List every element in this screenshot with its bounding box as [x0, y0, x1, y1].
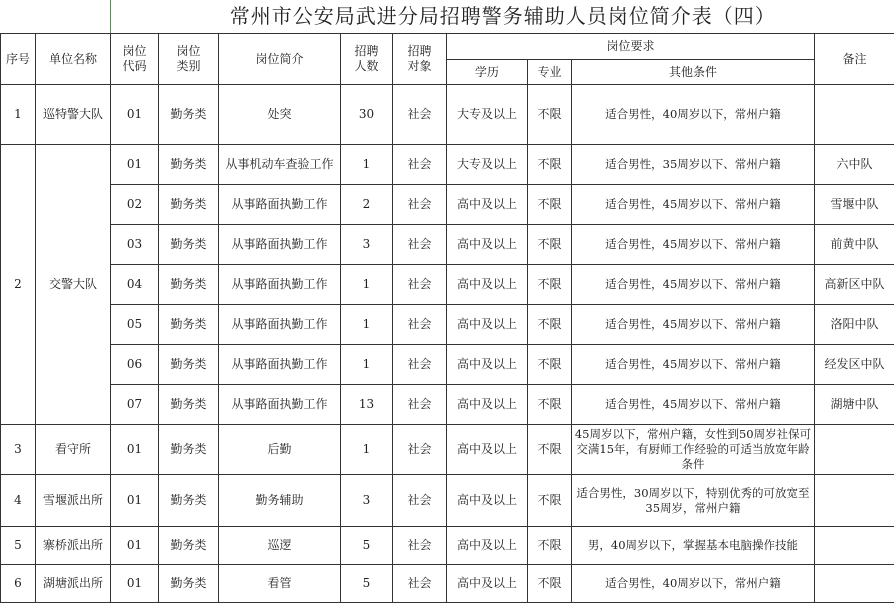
cell-category: 勤务类 [159, 85, 219, 145]
cell-major: 不限 [528, 225, 572, 265]
cell-intro: 从事路面执勤工作 [219, 385, 341, 425]
cell-remark [815, 475, 894, 527]
header-other: 其他条件 [572, 60, 815, 85]
cell-major: 不限 [528, 475, 572, 527]
cell-major: 不限 [528, 425, 572, 475]
header-education: 学历 [447, 60, 528, 85]
table-row [1, 475, 894, 527]
header-unit: 单位名称 [36, 34, 111, 85]
cell-unit: 雪堰派出所 [36, 475, 111, 527]
cell-unit: 湖塘派出所 [36, 565, 111, 603]
cell-major: 不限 [528, 85, 572, 145]
header-requirements: 岗位要求 [447, 34, 815, 60]
cell-remark: 前黄中队 [815, 225, 894, 265]
cell-education: 高中及以上 [447, 425, 528, 475]
cell-count: 3 [341, 475, 393, 527]
cell-education: 高中及以上 [447, 225, 528, 265]
cell-category: 勤务类 [159, 527, 219, 565]
cell-remark [815, 425, 894, 475]
cell-other: 适合男性，45周岁以下、常州户籍 [572, 225, 815, 265]
cell-other: 适合男性，35周岁以下、常州户籍 [572, 145, 815, 185]
table-row [1, 527, 894, 565]
cell-target: 社会 [393, 385, 447, 425]
cell-education: 高中及以上 [447, 305, 528, 345]
table-row [1, 565, 894, 603]
cell-category: 勤务类 [159, 305, 219, 345]
cell-remark: 湖塘中队 [815, 385, 894, 425]
cell-seq: 4 [1, 475, 36, 527]
cell-category: 勤务类 [159, 265, 219, 305]
cell-code: 01 [111, 145, 159, 185]
cell-seq: 2 [1, 145, 36, 425]
cell-education: 高中及以上 [447, 185, 528, 225]
cell-count: 5 [341, 565, 393, 603]
cell-target: 社会 [393, 565, 447, 603]
cell-education: 高中及以上 [447, 475, 528, 527]
cell-code: 04 [111, 265, 159, 305]
cell-other: 适合男性，45周岁以下、常州户籍 [572, 265, 815, 305]
header-target: 招聘 对象 [393, 34, 447, 85]
cell-category: 勤务类 [159, 385, 219, 425]
cell-target: 社会 [393, 475, 447, 527]
cell-seq: 3 [1, 425, 36, 475]
cell-count: 1 [341, 265, 393, 305]
cell-remark: 六中队 [815, 145, 894, 185]
table-row [1, 425, 894, 475]
cell-code: 03 [111, 225, 159, 265]
table-row [1, 225, 894, 265]
cell-intro: 处突 [219, 85, 341, 145]
cell-major: 不限 [528, 145, 572, 185]
cell-intro: 后勤 [219, 425, 341, 475]
cell-category: 勤务类 [159, 185, 219, 225]
cell-category: 勤务类 [159, 145, 219, 185]
cell-target: 社会 [393, 305, 447, 345]
cell-count: 5 [341, 527, 393, 565]
cell-seq: 6 [1, 565, 36, 603]
cell-major: 不限 [528, 265, 572, 305]
cell-education: 高中及以上 [447, 345, 528, 385]
page-title: 常州市公安局武进分局招聘警务辅助人员岗位简介表（四） [111, 0, 894, 34]
cell-count: 2 [341, 185, 393, 225]
header-category: 岗位 类别 [159, 34, 219, 85]
table-row [1, 345, 894, 385]
cell-major: 不限 [528, 305, 572, 345]
cell-code: 01 [111, 475, 159, 527]
cell-count: 1 [341, 345, 393, 385]
header-major: 专业 [528, 60, 572, 85]
cell-intro: 从事路面执勤工作 [219, 305, 341, 345]
cell-remark [815, 85, 894, 145]
cell-target: 社会 [393, 185, 447, 225]
cell-intro: 巡逻 [219, 527, 341, 565]
cell-other: 45周岁以下，常州户籍，女性到50周岁社保可交满15年，有厨师工作经验的可适当放宽年龄条件 [572, 425, 815, 475]
cell-education: 大专及以上 [447, 145, 528, 185]
table-row [1, 185, 894, 225]
cell-target: 社会 [393, 425, 447, 475]
cell-intro: 从事机动车查验工作 [219, 145, 341, 185]
cell-intro: 看管 [219, 565, 341, 603]
cell-education: 高中及以上 [447, 565, 528, 603]
cell-remark [815, 527, 894, 565]
cell-remark: 经发区中队 [815, 345, 894, 385]
cell-major: 不限 [528, 185, 572, 225]
cell-code: 05 [111, 305, 159, 345]
table-row [1, 385, 894, 425]
cell-category: 勤务类 [159, 565, 219, 603]
cell-remark [815, 565, 894, 603]
cell-intro: 从事路面执勤工作 [219, 265, 341, 305]
cell-count: 1 [341, 305, 393, 345]
cell-seq: 1 [1, 85, 36, 145]
table-row [1, 305, 894, 345]
table-row [1, 85, 894, 145]
cell-category: 勤务类 [159, 475, 219, 527]
cell-unit: 巡特警大队 [36, 85, 111, 145]
cell-education: 高中及以上 [447, 265, 528, 305]
cell-intro: 从事路面执勤工作 [219, 185, 341, 225]
cell-code: 07 [111, 385, 159, 425]
cell-count: 1 [341, 425, 393, 475]
cell-target: 社会 [393, 85, 447, 145]
header-intro: 岗位简介 [219, 34, 341, 85]
table-row [1, 145, 894, 185]
cell-unit: 看守所 [36, 425, 111, 475]
cell-other: 适合男性，45周岁以下、常州户籍 [572, 305, 815, 345]
cell-count: 1 [341, 145, 393, 185]
header-count: 招聘 人数 [341, 34, 393, 85]
cell-count: 13 [341, 385, 393, 425]
cell-other: 适合男性，40周岁以下，常州户籍 [572, 565, 815, 603]
table-row [1, 265, 894, 305]
cell-education: 大专及以上 [447, 85, 528, 145]
cell-unit: 寨桥派出所 [36, 527, 111, 565]
cell-code: 01 [111, 565, 159, 603]
cell-seq: 5 [1, 527, 36, 565]
cell-code: 06 [111, 345, 159, 385]
cell-category: 勤务类 [159, 425, 219, 475]
cell-other: 男，40周岁以下，掌握基本电脑操作技能 [572, 527, 815, 565]
cell-major: 不限 [528, 527, 572, 565]
cell-remark: 雪堰中队 [815, 185, 894, 225]
cell-code: 02 [111, 185, 159, 225]
cell-count: 30 [341, 85, 393, 145]
cell-target: 社会 [393, 265, 447, 305]
cell-other: 适合男性，45周岁以下、常州户籍 [572, 185, 815, 225]
cell-intro: 勤务辅助 [219, 475, 341, 527]
cell-intro: 从事路面执勤工作 [219, 345, 341, 385]
cell-other: 适合男性，45周岁以下、常州户籍 [572, 345, 815, 385]
cell-other: 适合男性，45周岁以下、常州户籍 [572, 385, 815, 425]
cell-remark: 高新区中队 [815, 265, 894, 305]
cell-category: 勤务类 [159, 345, 219, 385]
cell-other: 适合男性，40周岁以下，常州户籍 [572, 85, 815, 145]
cell-other: 适合男性，30周岁以下，特别优秀的可放宽至35周岁，常州户籍 [572, 475, 815, 527]
cell-target: 社会 [393, 225, 447, 265]
cell-major: 不限 [528, 565, 572, 603]
cell-target: 社会 [393, 345, 447, 385]
cell-code: 01 [111, 425, 159, 475]
title-blank-cell [1, 0, 111, 34]
cell-target: 社会 [393, 527, 447, 565]
cell-major: 不限 [528, 385, 572, 425]
cell-education: 高中及以上 [447, 385, 528, 425]
header-seq: 序号 [1, 34, 36, 85]
cell-unit: 交警大队 [36, 145, 111, 425]
cell-count: 3 [341, 225, 393, 265]
cell-education: 高中及以上 [447, 527, 528, 565]
cell-target: 社会 [393, 145, 447, 185]
cell-remark: 洛阳中队 [815, 305, 894, 345]
header-remark: 备注 [815, 34, 894, 85]
cell-code: 01 [111, 527, 159, 565]
cell-intro: 从事路面执勤工作 [219, 225, 341, 265]
cell-category: 勤务类 [159, 225, 219, 265]
cell-code: 01 [111, 85, 159, 145]
cell-major: 不限 [528, 345, 572, 385]
header-code: 岗位 代码 [111, 34, 159, 85]
